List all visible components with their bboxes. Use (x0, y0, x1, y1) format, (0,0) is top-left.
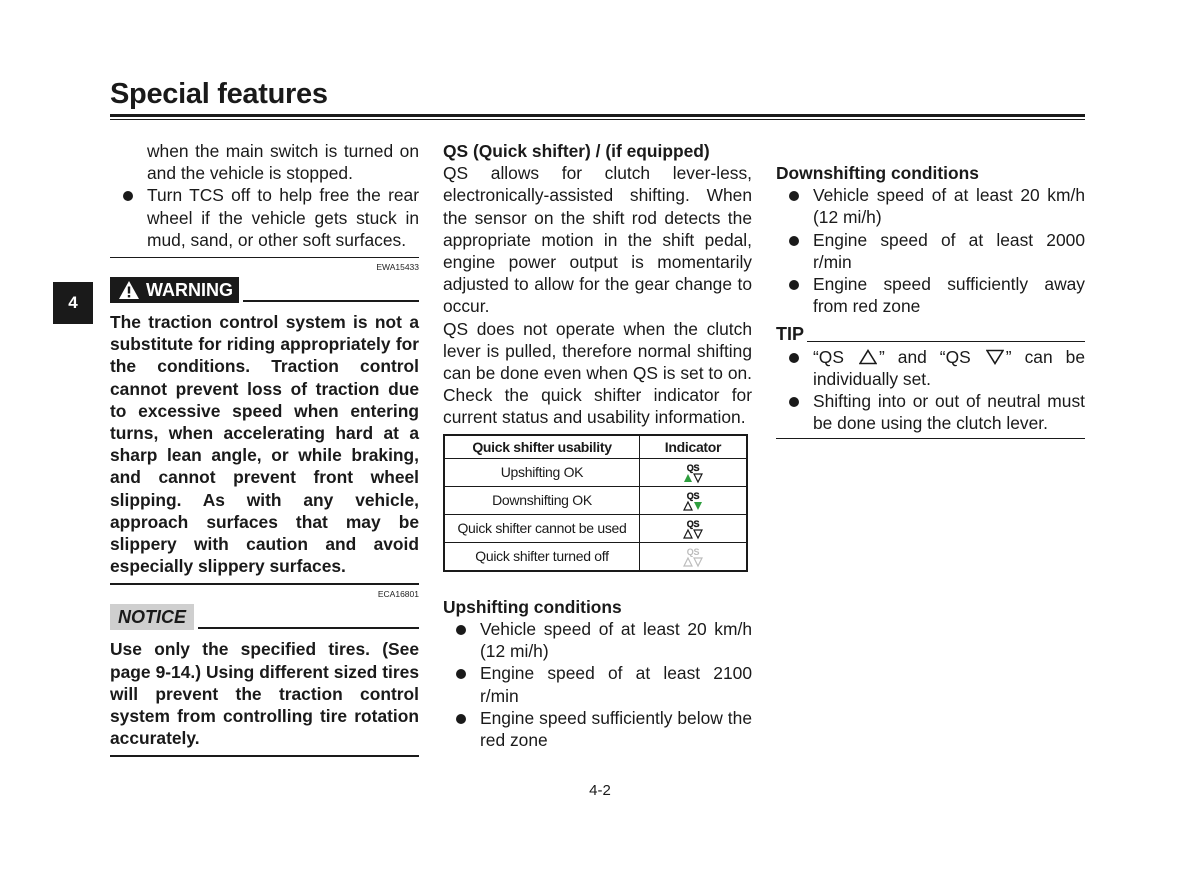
warning-end-rule (110, 583, 419, 585)
svg-text:QS: QS (686, 546, 700, 557)
downshifting-heading: Downshifting conditions (776, 163, 979, 183)
triangle-up-icon (859, 349, 877, 365)
list-item-text: Engine speed sufficiently away from red zone (813, 274, 1085, 317)
column-3 (776, 162, 1085, 439)
notice-header (110, 604, 419, 630)
list-item-text: Shifting into or out of neutral must be done using the clutch lever. (813, 391, 1085, 434)
warning-label: WARNING (146, 279, 233, 300)
column-header-indicator: Indicator (640, 435, 748, 459)
triangle-down-icon (986, 349, 1004, 365)
notice-end-rule (110, 755, 419, 757)
tip-label: TIP (776, 324, 805, 345)
chapter-tab: 4 (53, 282, 93, 324)
table-row (444, 542, 747, 571)
column-header-usability: Quick shifter usability (444, 435, 640, 459)
list-item-text: Engine speed of at least 2000 r/min (813, 229, 1085, 272)
list-item (776, 229, 1085, 273)
page-title: Special features (110, 78, 328, 110)
list-item-text: Engine speed sufficiently below the red zone (480, 707, 752, 751)
notice-badge (110, 604, 194, 630)
indicator-cell (640, 458, 748, 486)
notice-header-rule (198, 627, 419, 629)
tip-header-rule (807, 341, 1085, 342)
list-item-text: Engine speed of at least 2100 r/min (480, 663, 752, 706)
notice-label: NOTICE (118, 607, 187, 628)
column-1 (110, 140, 419, 757)
qs-heading: QS (Quick shifter) / (if equipped) (443, 141, 710, 161)
table-row (444, 514, 747, 542)
warning-text: The traction control system is not a substitute for riding appropriately for the conditions. Traction control cannot prevent loss of traction due to excessive speed when entering turns, when accelerating hard at a sharp lean angle, or while braking, and cannot prevent front wheel slipping. As with any vehicle, approach surfaces that may be slippery with caution and avoid especially slippery surfaces. (110, 312, 419, 577)
qs-indicator-unavailable-icon (683, 518, 703, 540)
bullet-icon (123, 191, 133, 201)
warning-code: EWA15433 (376, 262, 419, 273)
bullet-icon (789, 236, 799, 246)
bullet-icon (789, 353, 799, 363)
list-item (110, 184, 419, 251)
upshifting-heading: Upshifting conditions (443, 596, 622, 617)
table-row (444, 458, 747, 486)
list-item-text: Vehicle speed of at least 20 km/h (12 mi/h) (813, 185, 1085, 228)
tip-end-rule (776, 438, 1085, 439)
list-item (776, 273, 1085, 317)
svg-text:QS: QS (686, 462, 700, 473)
bullet-icon (789, 191, 799, 201)
bullet-icon (789, 397, 799, 407)
table-header-row (444, 435, 747, 459)
tip-header (776, 323, 1085, 345)
qs-indicator-off-icon (683, 546, 703, 568)
bullet-icon (456, 714, 466, 724)
list-item (776, 346, 1085, 390)
list-item (443, 618, 752, 662)
list-item (443, 662, 752, 706)
warning-badge (110, 277, 239, 303)
svg-text:QS: QS (686, 518, 700, 529)
column-2 (443, 140, 752, 751)
tip-text-suffix: ” can be individually set. (813, 346, 1085, 389)
quick-shifter-table (443, 434, 748, 572)
section-divider (110, 257, 419, 258)
usability-cell: Quick shifter turned off (444, 542, 640, 571)
warning-triangle-icon (118, 280, 140, 300)
qs-paragraph-1: QS allows for clutch lever-less, electronically-assisted shifting. When the sensor on the shift rod detects the appropriate motion in the shift pedal, engine power output is momentarily adjusted to allow for the gear change to occur. (443, 163, 752, 317)
warning-header-rule (243, 300, 419, 302)
bullet-icon (456, 625, 466, 635)
continued-text: when the main switch is turned on and the vehicle is stopped. (147, 141, 419, 184)
tip-text-prefix: “QS (813, 346, 844, 367)
qs-indicator-upshift-icon (683, 462, 703, 484)
notice-text: Use only the specified tires. (See page 9-14.) Using different sized tires will prevent the traction control system from controlling tire rotation accurately. (110, 639, 419, 749)
header-rule-thick (110, 114, 1085, 117)
notice-code: ECA16801 (377, 589, 419, 600)
usability-cell: Upshifting OK (444, 458, 640, 486)
table-row (444, 486, 747, 514)
indicator-cell (640, 486, 748, 514)
list-item-text: Turn TCS off to help free the rear wheel if the vehicle gets stuck in mud, sand, or other soft surfaces. (147, 185, 419, 250)
indicator-cell (640, 542, 748, 571)
qs-indicator-downshift-icon (683, 490, 703, 512)
tip-text-mid: ” and “QS (878, 346, 971, 367)
header-rule-thin (110, 119, 1085, 120)
bullet-icon (456, 669, 466, 679)
list-item (776, 390, 1085, 434)
qs-paragraph-2: QS does not operate when the clutch lever is pulled, therefore normal shifting can be done even when QS is set to on. Check the quick shifter indicator for current status and usability information. (443, 318, 752, 428)
warning-header (110, 277, 419, 303)
page-number: 4-2 (589, 782, 611, 799)
bullet-icon (789, 280, 799, 290)
usability-cell: Quick shifter cannot be used (444, 514, 640, 542)
list-item (776, 184, 1085, 228)
usability-cell: Downshifting OK (444, 486, 640, 514)
list-item (443, 707, 752, 751)
svg-text:QS: QS (686, 490, 700, 501)
list-item-text: Vehicle speed of at least 20 km/h (12 mi/h) (480, 619, 752, 662)
indicator-cell (640, 514, 748, 542)
